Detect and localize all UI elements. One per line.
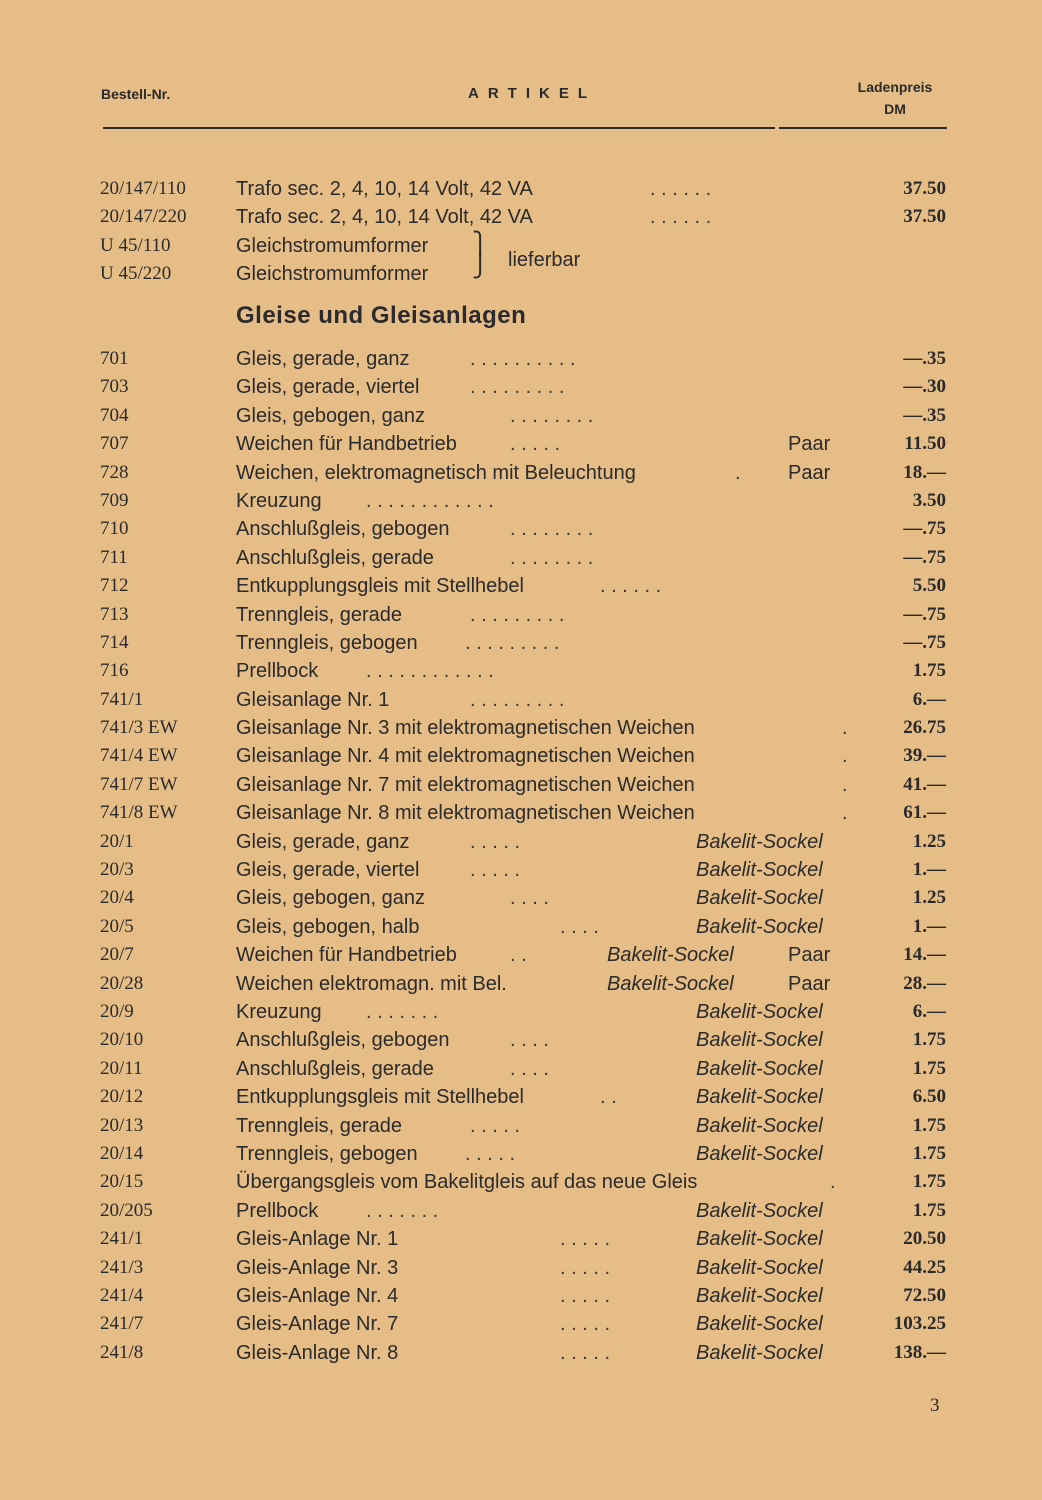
table-row	[0, 941, 1042, 969]
article-name: Weichen für Handbetrieb	[236, 944, 457, 967]
table-row	[0, 203, 1042, 231]
order-number: 710	[100, 518, 129, 540]
leader-dots: . . . . .	[510, 433, 561, 456]
order-number: 20/11	[100, 1057, 143, 1079]
price: 37.50	[903, 178, 946, 199]
leader-dots: .	[735, 461, 741, 484]
leader-dots: . . . . .	[560, 1228, 611, 1251]
article-name: Trenngleis, gebogen	[236, 1142, 418, 1165]
article-name: Trafo sec. 2, 4, 10, 14 Volt, 42 VA	[236, 206, 533, 229]
table-row	[0, 771, 1042, 799]
price: —.75	[903, 603, 946, 625]
table-row	[0, 1310, 1042, 1338]
order-number: 704	[100, 404, 129, 426]
table-row	[0, 828, 1042, 856]
table-row	[0, 913, 1042, 941]
order-number: 741/7 EW	[100, 773, 178, 795]
order-number: 20/28	[100, 972, 144, 994]
table-row	[0, 345, 1042, 373]
base-type-label: Bakelit-Sockel	[696, 1000, 823, 1023]
order-number: 20/7	[100, 944, 134, 966]
unit-label: Paar	[788, 944, 831, 967]
order-number: 20/5	[100, 915, 134, 937]
article-name: Prellbock	[236, 660, 319, 683]
base-type-label: Bakelit-Sockel	[696, 1228, 823, 1251]
price: 20.50	[903, 1228, 946, 1250]
section-title: Gleise und Gleisanlagen	[236, 302, 527, 329]
article-name: Übergangsgleis vom Bakelitgleis auf das neue Gleis	[236, 1171, 698, 1194]
table-row	[0, 1197, 1042, 1225]
table-row	[0, 544, 1042, 572]
leader-dots: . . . . . . . .	[510, 518, 594, 541]
price: 1.75	[912, 1171, 946, 1193]
table-row	[0, 970, 1042, 998]
article-name: Kreuzung	[236, 489, 322, 512]
article-name: Gleis-Anlage Nr. 4	[236, 1284, 399, 1307]
leader-dots: . . . .	[510, 887, 549, 910]
leader-dots: .	[842, 802, 848, 825]
order-number: 20/147/110	[100, 178, 186, 199]
order-number: 241/3	[100, 1256, 144, 1278]
table-row	[0, 515, 1042, 543]
base-type-label: Bakelit-Sockel	[696, 1313, 823, 1336]
table-row	[0, 714, 1042, 742]
article-name: Anschlußgleis, gebogen	[236, 1029, 450, 1052]
leader-dots: . . . .	[510, 1057, 549, 1080]
price: 138.—	[893, 1341, 946, 1363]
base-type-label: Bakelit-Sockel	[696, 1341, 823, 1364]
leader-dots: .	[842, 773, 848, 796]
price: 11.50	[904, 433, 946, 455]
article-name: Gleis-Anlage Nr. 7	[236, 1313, 399, 1336]
price: 37.50	[903, 206, 946, 228]
article-name: Trenngleis, gebogen	[236, 631, 418, 654]
article-name: Weichen für Handbetrieb	[236, 433, 457, 456]
leader-dots: . . . . .	[470, 830, 521, 853]
order-number: 701	[100, 348, 129, 369]
price: 1.—	[912, 859, 946, 881]
table-row	[0, 175, 1042, 203]
table-row	[0, 459, 1042, 487]
order-number: 716	[100, 660, 129, 682]
leader-dots: . .	[510, 944, 527, 967]
table-row	[0, 657, 1042, 685]
article-name: Weichen elektromagn. mit Bel.	[236, 972, 507, 995]
base-type-label: Bakelit-Sockel	[696, 1086, 823, 1109]
price: —.75	[903, 631, 946, 653]
leader-dots: . . . . .	[560, 1256, 611, 1279]
price: 61.—	[903, 802, 946, 824]
table-row	[0, 629, 1042, 657]
header-divider-price	[779, 127, 947, 129]
table-row	[0, 1225, 1042, 1253]
price: —.75	[903, 546, 946, 568]
leader-dots: . . . . . .	[650, 178, 712, 200]
price: 44.25	[903, 1256, 946, 1278]
leader-dots: . . . . .	[560, 1284, 611, 1307]
leader-dots: .	[842, 745, 848, 768]
leader-dots: . . . . . . . . .	[470, 376, 565, 399]
price: 5.50	[912, 575, 946, 597]
order-number: 703	[100, 376, 129, 398]
leader-dots: .	[842, 717, 848, 740]
table-row	[0, 373, 1042, 401]
table-row	[0, 1282, 1042, 1310]
availability-note: lieferbar	[508, 249, 581, 271]
price: 28.—	[903, 972, 946, 994]
article-name: Trenngleis, gerade	[236, 1114, 403, 1137]
order-number: 241/1	[100, 1228, 144, 1250]
article-name: Prellbock	[236, 1199, 319, 1222]
article-name: Anschlußgleis, gerade	[236, 546, 434, 569]
unit-label: Paar	[788, 433, 831, 456]
price: 1.75	[912, 1029, 946, 1051]
price: 72.50	[903, 1284, 946, 1306]
price: 1.25	[912, 887, 946, 909]
price: 1.75	[912, 660, 946, 682]
order-number: U 45/110	[100, 234, 171, 256]
leader-dots: . . . . .	[465, 1142, 516, 1165]
price: 39.—	[903, 745, 946, 767]
price: 1.75	[912, 1142, 946, 1164]
leader-dots: . . . . . . . .	[510, 404, 594, 427]
price: 3.50	[912, 489, 946, 511]
article-name: Gleichstromumformer	[236, 234, 429, 257]
leader-dots: . . . .	[510, 1029, 549, 1052]
leader-dots: . . . . .	[560, 1313, 611, 1336]
base-type-label: Bakelit-Sockel	[696, 915, 823, 938]
leader-dots: . . . . . . . .	[510, 546, 594, 569]
table-row	[0, 856, 1042, 884]
table-row	[0, 601, 1042, 629]
leader-dots: . . . . .	[470, 1114, 521, 1137]
article-name: Gleichstromumformer	[236, 263, 429, 286]
base-type-label: Bakelit-Sockel	[696, 859, 823, 882]
order-number: 707	[100, 433, 129, 455]
article-name: Trafo sec. 2, 4, 10, 14 Volt, 42 VA	[236, 178, 533, 200]
article-name: Weichen, elektromagnetisch mit Beleuchtung	[236, 461, 636, 484]
order-number: 709	[100, 489, 129, 511]
order-number: 20/12	[100, 1086, 144, 1108]
article-name: Gleis, gebogen, ganz	[236, 887, 426, 910]
base-type-label: Bakelit-Sockel	[607, 972, 734, 995]
article-name: Entkupplungsgleis mit Stellhebel	[236, 1086, 524, 1109]
column-header-article: ARTIKEL	[468, 85, 596, 102]
unit-label: Paar	[788, 972, 831, 995]
leader-dots: . . . . . . . . . . . .	[366, 660, 494, 683]
order-number: 20/9	[100, 1000, 134, 1022]
article-name: Gleis, gerade, viertel	[236, 859, 420, 882]
price-header-currency: DM	[884, 101, 906, 117]
price: 18.—	[903, 461, 946, 483]
article-name: Gleis-Anlage Nr. 8	[236, 1341, 399, 1364]
price: 14.—	[903, 944, 946, 966]
order-number: 20/4	[100, 887, 134, 909]
base-type-label: Bakelit-Sockel	[607, 944, 734, 967]
order-number: 712	[100, 575, 129, 597]
article-name: Gleis, gebogen, halb	[236, 915, 420, 938]
order-number: 741/8 EW	[100, 802, 178, 824]
price: 1.25	[912, 830, 946, 852]
order-number: 711	[100, 546, 128, 568]
brace-symbol: ⎫ ⎭	[472, 232, 489, 279]
leader-dots: . .	[600, 1086, 617, 1109]
price: —.35	[903, 348, 946, 369]
article-name: Entkupplungsgleis mit Stellhebel	[236, 575, 524, 598]
leader-dots: . . . . . . .	[366, 1000, 439, 1023]
price: 1.75	[912, 1199, 946, 1221]
article-name: Gleis, gerade, ganz	[236, 348, 410, 370]
table-row	[0, 884, 1042, 912]
table-row	[0, 742, 1042, 770]
table-row	[0, 1168, 1042, 1196]
order-number: 741/1	[100, 688, 144, 710]
table-row	[0, 1026, 1042, 1054]
order-number: 20/147/220	[100, 206, 187, 228]
price: 103.25	[893, 1313, 946, 1335]
price: 6.—	[912, 1000, 946, 1022]
order-number: 241/8	[100, 1341, 144, 1363]
leader-dots: . . . . . . . . .	[470, 603, 565, 626]
price-table-group-2	[0, 345, 1042, 1367]
leader-dots: . . . . .	[560, 1341, 611, 1364]
article-name: Gleis, gerade, viertel	[236, 376, 420, 399]
article-name: Gleisanlage Nr. 3 mit elektromagnetischen Weichen	[236, 717, 695, 740]
order-number: 713	[100, 603, 129, 625]
article-name: Trenngleis, gerade	[236, 603, 403, 626]
price: 26.75	[903, 717, 946, 739]
article-name: Gleisanlage Nr. 1	[236, 688, 390, 711]
order-number: 20/10	[100, 1029, 144, 1051]
leader-dots: . . . . . . . . . .	[470, 348, 576, 370]
table-row	[0, 1254, 1042, 1282]
column-header-price	[840, 76, 950, 120]
price: 6.50	[912, 1086, 946, 1108]
order-number: 741/4 EW	[100, 745, 178, 767]
leader-dots: . . . . . . .	[366, 1199, 439, 1222]
article-name: Gleis-Anlage Nr. 1	[236, 1228, 399, 1251]
base-type-label: Bakelit-Sockel	[696, 1256, 823, 1279]
column-header-order-number: Bestell-Nr.	[101, 86, 171, 102]
order-number: 20/1	[100, 830, 134, 852]
page-number: 3	[930, 1395, 940, 1416]
order-number: 741/3 EW	[100, 717, 178, 739]
table-row	[0, 998, 1042, 1026]
leader-dots: . . . . .	[470, 859, 521, 882]
leader-dots: . . . . . . . . . . . .	[366, 489, 494, 512]
article-name: Gleis-Anlage Nr. 3	[236, 1256, 399, 1279]
table-row	[0, 1083, 1042, 1111]
base-type-label: Bakelit-Sockel	[696, 1114, 823, 1137]
price: 1.75	[912, 1114, 946, 1136]
price: 1.75	[912, 1057, 946, 1079]
article-name: Gleisanlage Nr. 8 mit elektromagnetischen Weichen	[236, 802, 695, 825]
order-number: 20/3	[100, 859, 134, 881]
price: —.75	[903, 518, 946, 540]
base-type-label: Bakelit-Sockel	[696, 1057, 823, 1080]
article-name: Anschlußgleis, gebogen	[236, 518, 450, 541]
leader-dots: . . . .	[560, 915, 599, 938]
base-type-label: Bakelit-Sockel	[696, 1284, 823, 1307]
price-header-label: Ladenpreis	[857, 79, 933, 95]
article-name: Anschlußgleis, gerade	[236, 1057, 434, 1080]
order-number: 20/13	[100, 1114, 144, 1136]
order-number: 728	[100, 461, 129, 483]
base-type-label: Bakelit-Sockel	[696, 1199, 823, 1222]
leader-dots: .	[830, 1171, 836, 1194]
table-row	[0, 572, 1042, 600]
leader-dots: . . . . . . . . .	[465, 631, 560, 654]
price: 1.—	[912, 915, 946, 937]
price: 41.—	[903, 773, 946, 795]
order-number: 241/4	[100, 1284, 144, 1306]
base-type-label: Bakelit-Sockel	[696, 1029, 823, 1052]
article-name: Gleis, gebogen, ganz	[236, 404, 426, 427]
table-row	[0, 686, 1042, 714]
price: —.35	[903, 404, 946, 426]
order-number: 20/205	[100, 1199, 153, 1221]
table-row	[0, 1339, 1042, 1367]
table-row	[0, 430, 1042, 458]
article-name: Gleis, gerade, ganz	[236, 830, 410, 853]
leader-dots: . . . . . .	[600, 575, 662, 598]
article-name: Kreuzung	[236, 1000, 322, 1023]
order-number: 20/15	[100, 1171, 144, 1193]
table-row	[0, 487, 1042, 515]
table-row	[0, 1140, 1042, 1168]
table-row	[0, 1112, 1042, 1140]
price: —.30	[903, 376, 946, 398]
base-type-label: Bakelit-Sockel	[696, 1142, 823, 1165]
order-number: 714	[100, 631, 129, 653]
leader-dots: . . . . . . . . .	[470, 688, 565, 711]
order-number: 20/14	[100, 1142, 144, 1164]
price: 6.—	[912, 688, 946, 710]
order-number: U 45/220	[100, 263, 172, 285]
table-row	[0, 402, 1042, 430]
table-row	[0, 799, 1042, 827]
article-name: Gleisanlage Nr. 7 mit elektromagnetischen Weichen	[236, 773, 695, 796]
base-type-label: Bakelit-Sockel	[696, 887, 823, 910]
article-name: Gleisanlage Nr. 4 mit elektromagnetischen Weichen	[236, 745, 695, 768]
header-divider	[103, 127, 775, 129]
table-row	[0, 1055, 1042, 1083]
leader-dots: . . . . . .	[650, 206, 712, 229]
base-type-label: Bakelit-Sockel	[696, 830, 823, 853]
unit-label: Paar	[788, 461, 831, 484]
order-number: 241/7	[100, 1313, 144, 1335]
